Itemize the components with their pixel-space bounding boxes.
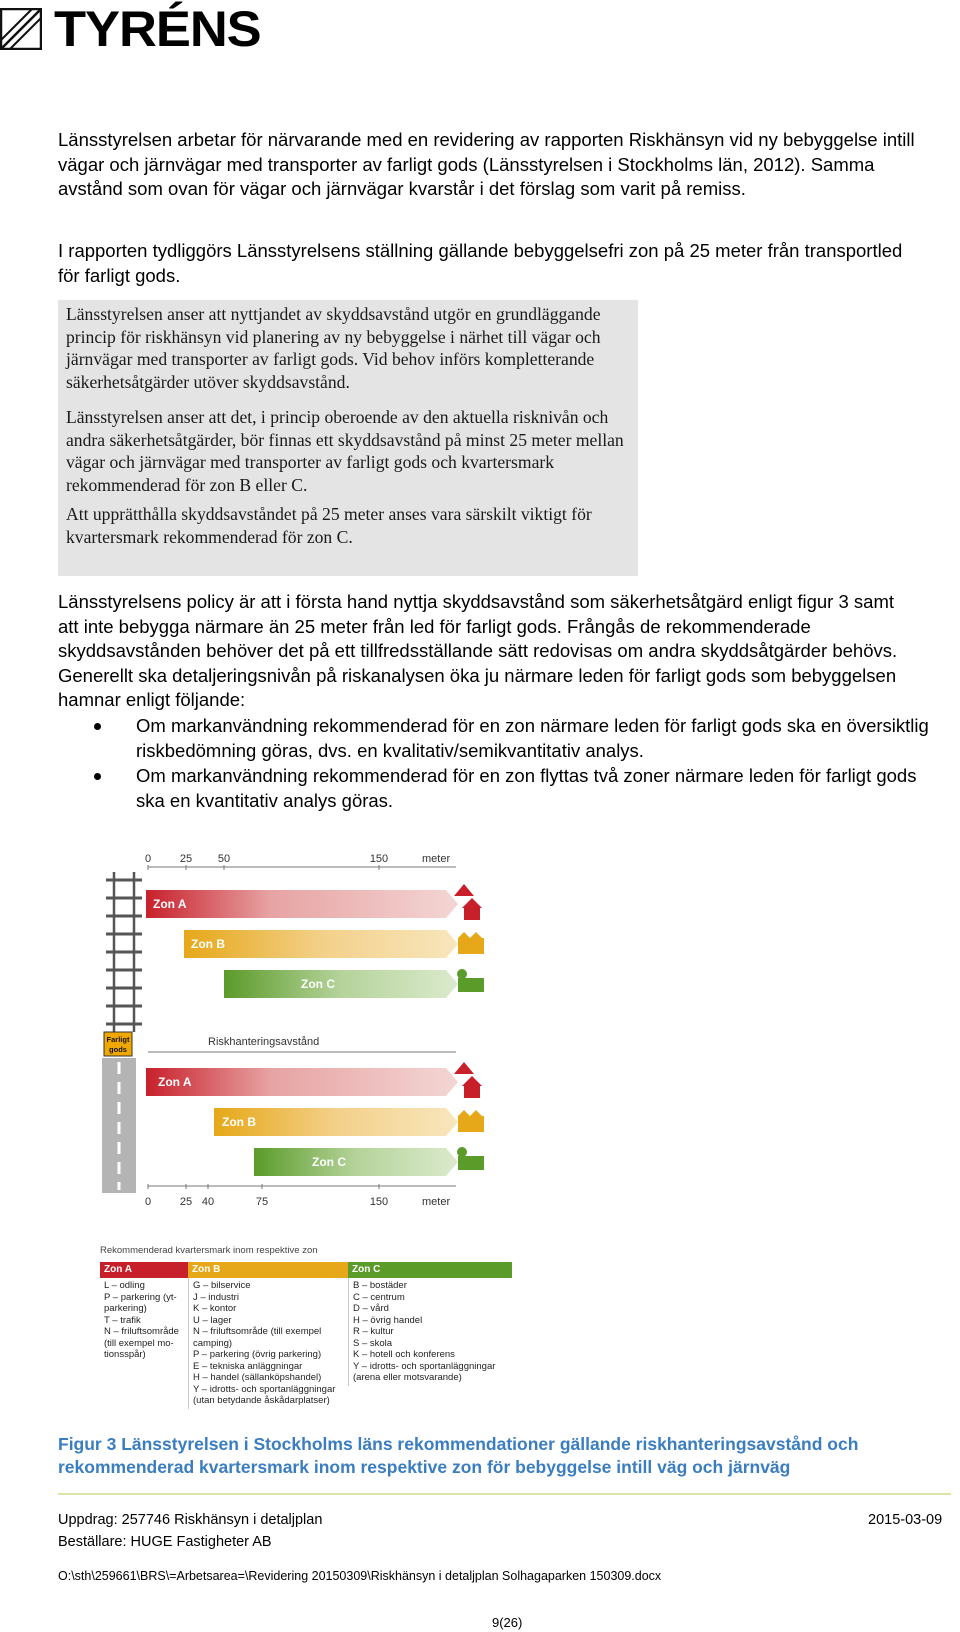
page-number: 9(26)	[492, 1615, 523, 1630]
paragraph-revision: Länsstyrelsen arbetar för närvarande med en revidering av rapporten Riskhänsyn vid ny bebyggelse intill vägar och järnvägar med transporter av farligt gods (Länsstyrelsen i Stockholms län, 2012). Samma avstånd som ovan för vägar och järnvägar kvarstår i det förslag som varit på remiss.	[58, 129, 915, 199]
bottom-tick-75: 75	[255, 1196, 269, 1208]
top-axis-unit: meter	[422, 853, 451, 865]
top-tick-25: 25	[179, 853, 193, 865]
zone-c-arrow-top	[224, 970, 458, 998]
bottom-tick-25: 25	[179, 1196, 193, 1208]
paragraph-report-position: I rapporten tydliggörs Länsstyrelsens ställning gällande bebyggelsefri zon på 25 meter från transportled för farligt gods.	[58, 240, 903, 286]
bottom-axis	[145, 1184, 456, 1208]
zone-b-arrow-bottom	[214, 1108, 458, 1136]
footer-file-path: O:\sth\259661\BRS\=Arbetsarea=\Revidering 20150309\Riskhänsyn i detaljplan Solhagaparken 150309.docx	[58, 1569, 662, 1583]
bullet-text-1: Om markanvändning rekommenderad för en zon närmare leden för farligt gods ska en översiktlig riskbedömning göras, dvs. en kvalitativ/semikvantitativ analys.	[136, 715, 929, 761]
zone-c-label-bottom: Zon C	[312, 1155, 346, 1169]
zone-b-arrow-top	[184, 930, 458, 958]
industry-icon	[458, 932, 484, 954]
list-item	[58, 714, 938, 763]
tyrens-logo-icon	[0, 8, 42, 50]
logo-wordmark: TYRÉNS	[54, 1, 261, 57]
house-icon	[454, 884, 482, 920]
industry-icon	[458, 1110, 484, 1132]
sign-text-1: Farligt	[106, 1035, 130, 1044]
bullet-text-2: Om markanvändning rekommenderad för en zon flyttas två zoner närmare leden för farligt gods ska en kvantitativ analys göras.	[136, 765, 917, 811]
zone-a-arrow-bottom	[146, 1068, 458, 1096]
list-item	[58, 764, 938, 813]
legend-items-zone-b: G – bilservice J – industri K – kontor U – lager N – friluftsområde (till exempel camping) P – parkering (övrig parkering) E – tekniska anläggningar H – handel (sällanköpshandel) Y – idrotts- och sportanläggningar (utan betydande åskådarplatser)	[188, 1278, 348, 1409]
distance-label: Riskhanteringsavstånd	[208, 1036, 320, 1048]
footer-assignment: Uppdrag: 257746 Riskhänsyn i detaljplan	[58, 1512, 323, 1528]
zone-b-label-top: Zon B	[191, 937, 225, 951]
bullet-icon	[94, 723, 101, 730]
top-tick-0: 0	[144, 853, 152, 865]
bottom-tick-150: 150	[369, 1196, 389, 1208]
bullet-list	[58, 714, 938, 814]
road-icon	[102, 1058, 136, 1193]
footer-client: Beställare: HUGE Fastigheter AB	[58, 1534, 272, 1550]
sign-text-2: gods	[109, 1045, 127, 1054]
quote-paragraph-1: Länsstyrelsen anser att nyttjandet av skyddsavstånd utgör en grundläggande princip för riskhänsyn vid planering av ny bebyggelse i närhet till vägar och järnvägar med transporter av farligt gods. Vid behov införs kompletterande säkerhetsåtgärder utöver skyddsavstånd.	[66, 304, 601, 392]
zone-a-label-top: Zon A	[153, 897, 187, 911]
bottom-axis-unit: meter	[422, 1196, 451, 1208]
top-axis	[145, 853, 456, 870]
zone-b-label-bottom: Zon B	[222, 1115, 256, 1129]
legend-column-zone-a	[100, 1262, 188, 1409]
legend-column-zone-c	[348, 1262, 512, 1409]
zone-a-arrow-top	[146, 890, 458, 918]
quoted-excerpt	[58, 300, 638, 576]
zone-a-label-bottom: Zon A	[158, 1075, 192, 1089]
footer-date: 2015-03-09	[868, 1512, 943, 1528]
company-logo	[0, 1, 261, 57]
quote-paragraph-2: Länsstyrelsen anser att det, i princip oberoende av den aktuella risknivån och andra säkerhetsåtgärder, bör finnas ett skyddsavstånd på minst 25 meter mellan vägar och järnvägar med transporter av farligt gods och kvartersmark rekommenderad för zon B eller C.	[66, 407, 624, 495]
risk-zone-figure	[96, 850, 516, 1215]
bottom-tick-0: 0	[144, 1196, 152, 1208]
railway-icon	[106, 872, 142, 1032]
top-tick-50: 50	[217, 853, 231, 865]
zone-landuse-legend	[100, 1245, 512, 1409]
zone-c-label-top: Zon C	[301, 977, 335, 991]
quote-paragraph-3: Att upprätthålla skyddsavståndet på 25 meter anses vara särskilt viktigt för kvartersmark rekommenderad för zon C.	[66, 504, 592, 547]
legend-items-zone-c: B – bostäder C – centrum D – vård H – övrig handel R – kultur S – skola K – hotell och konferens Y – idrotts- och sportanläggningar (arena eller motsvarande)	[348, 1278, 512, 1386]
top-tick-150: 150	[369, 853, 389, 865]
legend-title: Rekommenderad kvartersmark inom respektive zon	[100, 1245, 318, 1256]
legend-column-zone-b	[188, 1262, 348, 1409]
legend-items-zone-a: L – odling P – parkering (yt- parkering) T – trafik N – friluftsområde (till exempel mo- tionsspår)	[104, 1280, 179, 1360]
dangerous-goods-sign	[104, 1032, 132, 1056]
figure-caption: Figur 3 Länsstyrelsen i Stockholms läns rekommendationer gällande riskhanteringsavstånd och rekommenderad kvartersmark inom respektive zon för bebyggelse intill väg och järnväg	[58, 1434, 859, 1477]
zone-c-arrow-bottom	[254, 1148, 458, 1176]
legend-header-zone-a: Zon A	[100, 1262, 188, 1278]
house-icon	[454, 1062, 482, 1098]
bullet-icon	[94, 773, 101, 780]
distance-axis	[148, 1036, 456, 1052]
legend-header-zone-b: Zon B	[188, 1262, 348, 1278]
greenhouse-icon	[457, 969, 484, 992]
footer-divider	[58, 1493, 951, 1495]
greenhouse-icon	[457, 1147, 484, 1170]
paragraph-policy: Länsstyrelsens policy är att i första hand nyttja skyddsavstånd som säkerhetsåtgärd enligt figur 3 samt att inte bebygga närmare än 25 meter från led för farligt gods. Frångås de rekommenderade skyddsavstånden behöver det på ett tillfredsställande sätt redovisas om andra skyddsåtgärder behövs. Generellt ska detaljeringsnivån på riskanalysen öka ju närmare leden för farligt gods som bebyggelsen hamnar enligt följande:	[58, 591, 898, 710]
bottom-tick-40: 40	[201, 1196, 215, 1208]
legend-header-zone-c: Zon C	[348, 1262, 512, 1278]
